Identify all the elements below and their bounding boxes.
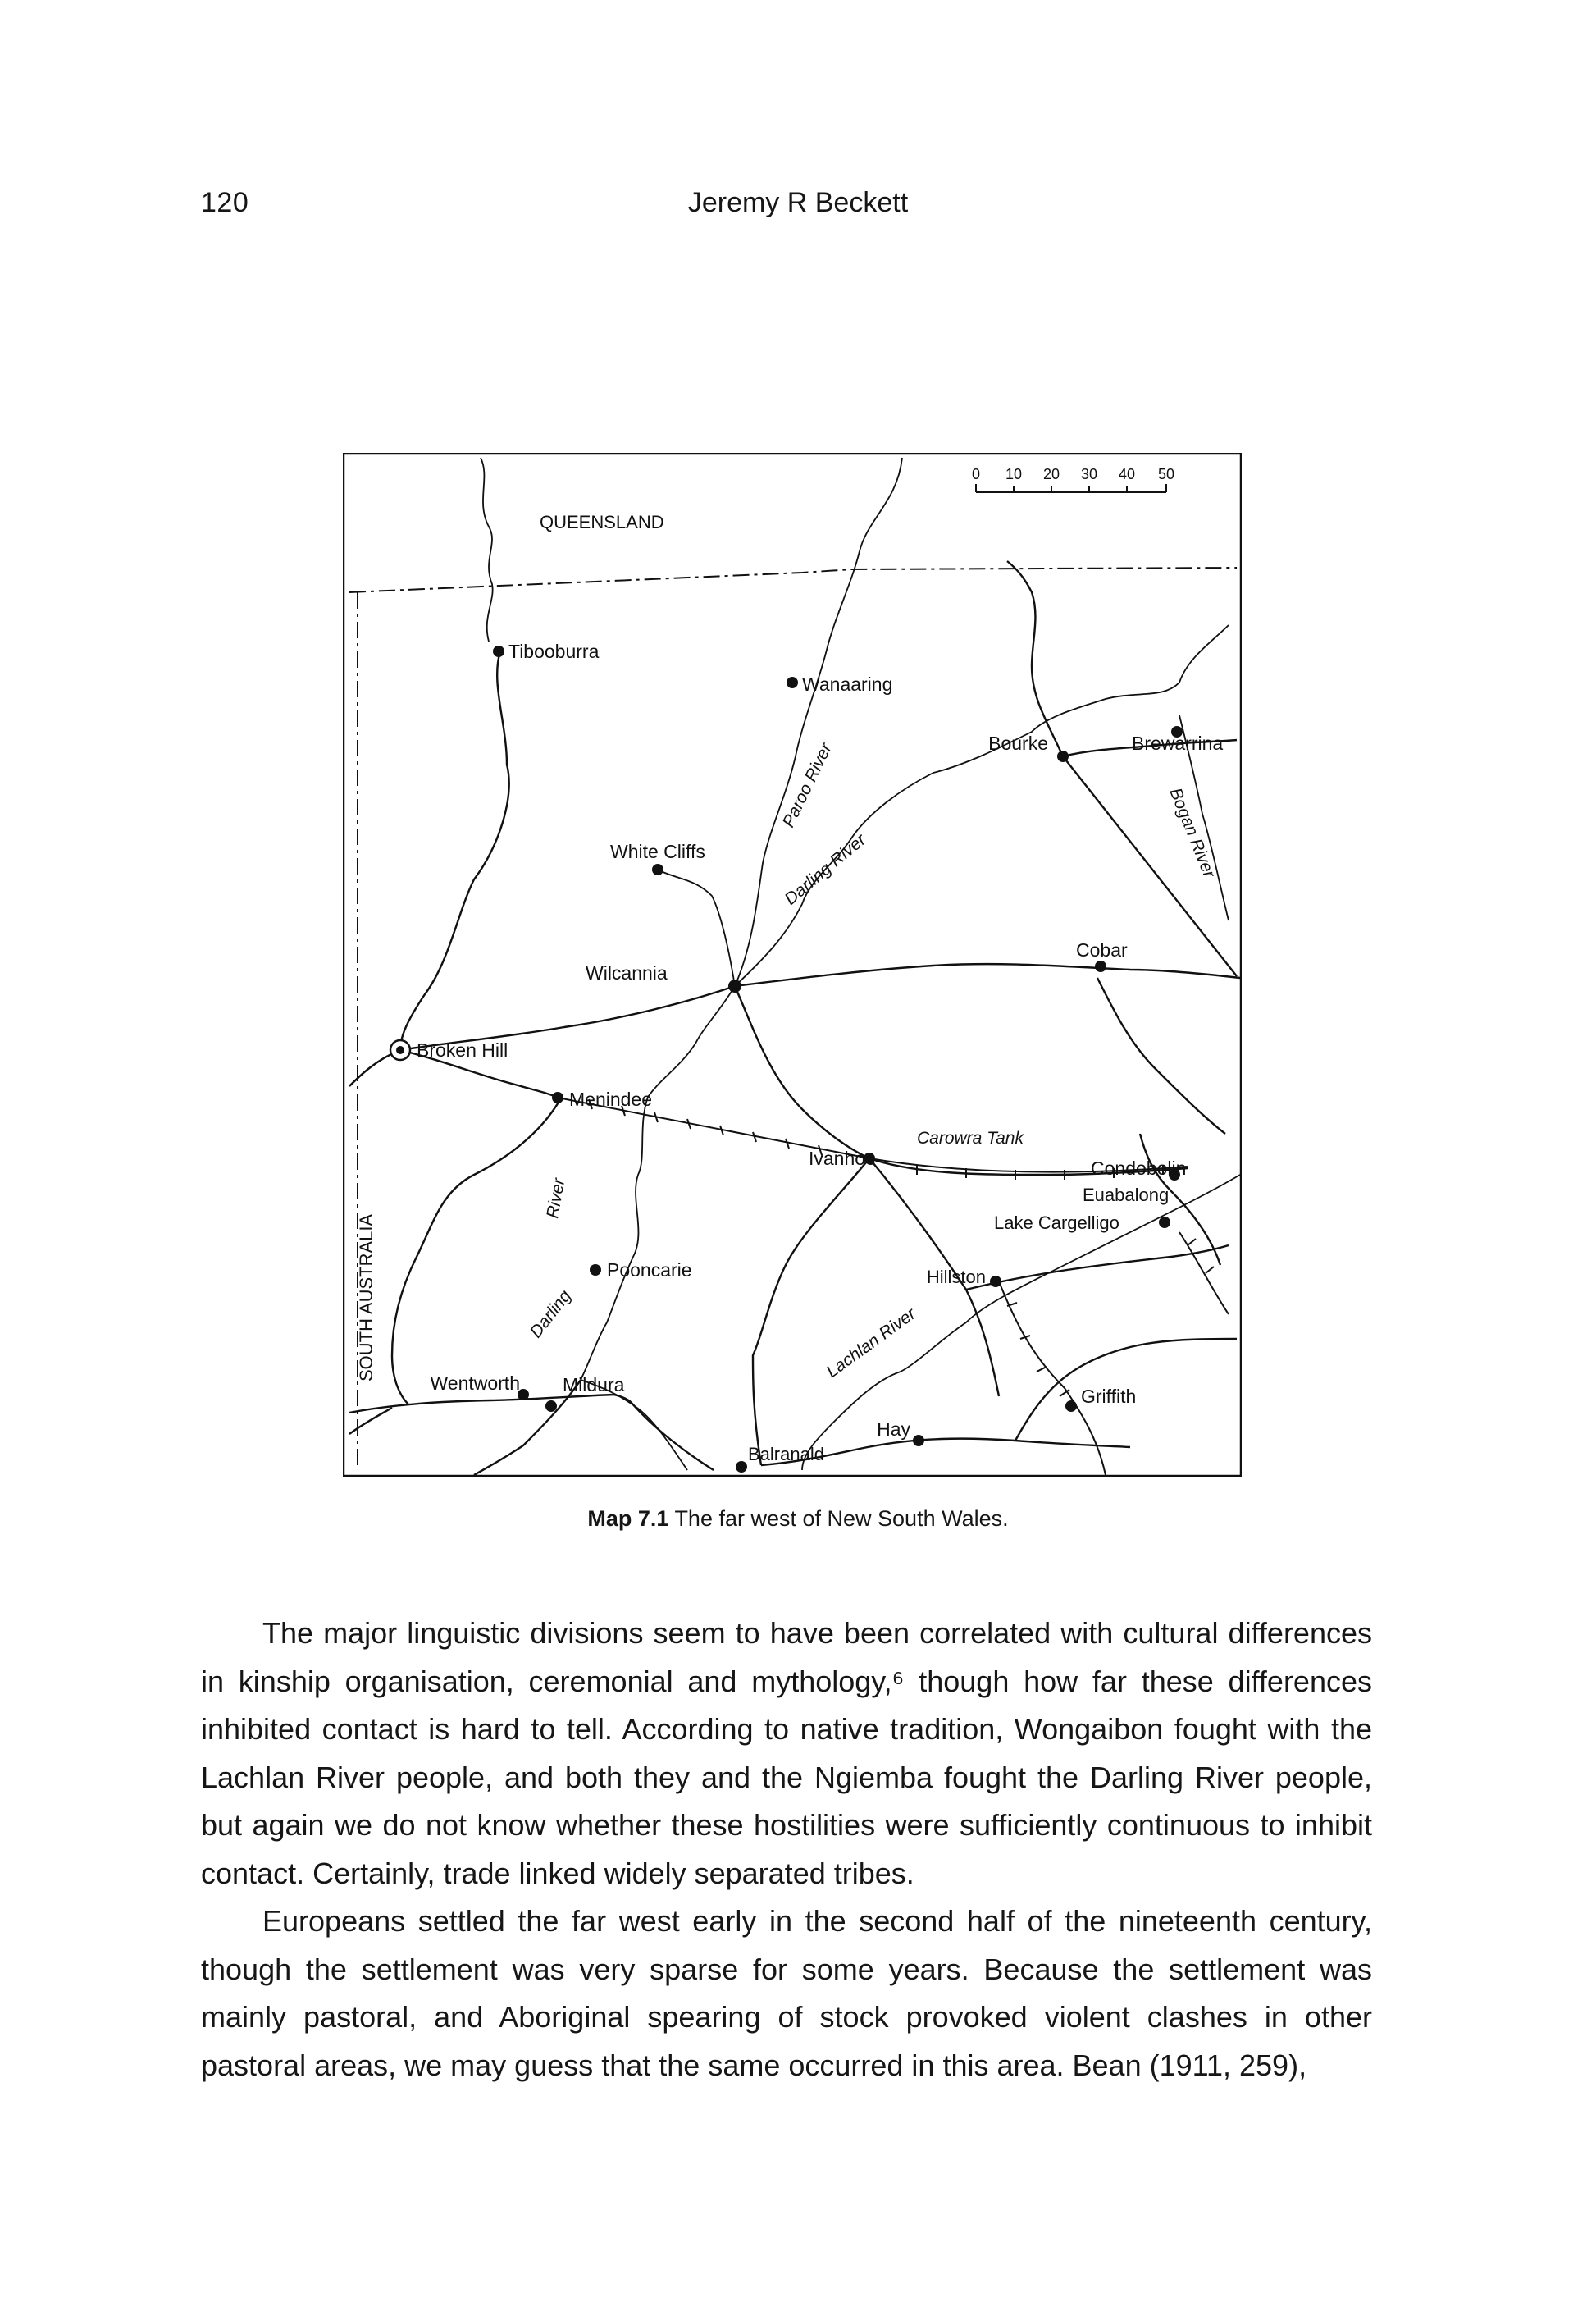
road-bourke-north: [1007, 561, 1063, 756]
pooncarie-dot: [590, 1264, 601, 1276]
label-pooncarie: Pooncarie: [607, 1259, 692, 1281]
page-number: 120: [201, 187, 249, 218]
white-cliffs-dot: [652, 864, 663, 875]
label-mildura: Mildura: [563, 1374, 625, 1395]
settlements: [390, 646, 1183, 1473]
tibooburra-dot: [493, 646, 504, 657]
label-cobar: Cobar: [1076, 939, 1128, 961]
label-tibooburra: Tibooburra: [508, 641, 600, 662]
running-head: Jeremy R Beckett: [687, 187, 909, 218]
map-labels: [356, 512, 1223, 1464]
label-paroo-river: Paroo River: [778, 740, 837, 831]
label-griffith: Griffith: [1081, 1386, 1137, 1407]
queensland-border: [349, 568, 1237, 592]
label-darling-lower-name: Darling: [526, 1286, 575, 1342]
label-lachlan-river: Lachlan River: [823, 1304, 919, 1382]
label-broken-hill: Broken Hill: [417, 1039, 508, 1061]
broken-hill-dot: [396, 1046, 404, 1054]
rail-lake-cargelligo: [1179, 1232, 1229, 1314]
body-text: [201, 1610, 1372, 2089]
label-hillston: Hillston: [926, 1267, 986, 1287]
paragraph-1: The major linguistic divisions seem to have been correlated with cultural differences in kinship organisation, ceremonial and mythology,⁶ though how far these differences inhibited contact is hard to tell. According to native tradition, Wongaibon fought with the Lachlan River people, and both they and the Ngiemba fought the Darling River people, but again we do not know whether these hostilities were sufficiently continuous to inhibit contact. Certainly, trade linked widely separated tribes.: [201, 1616, 1372, 1890]
bourke-dot: [1057, 751, 1069, 762]
label-south-australia: SOUTH AUSTRALIA: [356, 1213, 376, 1381]
map-frame: [344, 454, 1241, 1476]
balranald-dot: [736, 1461, 747, 1473]
mildura-dot: [545, 1400, 557, 1412]
hillston-dot: [990, 1276, 1001, 1287]
scale-bar: [972, 466, 1174, 492]
label-bogan-river: Bogan River: [1165, 785, 1219, 881]
wanaaring-dot: [787, 677, 798, 688]
scale-tick-40: 40: [1118, 466, 1136, 482]
road-ivanhoe-balranald: [753, 1158, 869, 1465]
label-balranald: Balranald: [748, 1444, 824, 1464]
white-cliffs-creek: [661, 871, 735, 986]
label-menindee: Menindee: [569, 1089, 653, 1110]
label-lake-cargelligo: Lake Cargelligo: [994, 1213, 1119, 1233]
griffith-dot: [1065, 1400, 1077, 1412]
darling-river-lower-line: [581, 986, 735, 1380]
road-sturt-highway: [349, 1395, 632, 1413]
river-queensland-creek: [481, 458, 493, 642]
label-carowra-tank: Carowra Tank: [917, 1129, 1024, 1148]
paroo-river-line: [735, 458, 902, 986]
map-figure: [343, 453, 1242, 1478]
label-brewarrina: Brewarrina: [1132, 733, 1224, 754]
wilcannia-dot: [728, 980, 741, 993]
label-ivanhoe: Ivanhoe: [809, 1148, 876, 1169]
lake-cargelligo-dot: [1159, 1217, 1170, 1228]
label-darling-river-upper: Darling River: [781, 830, 870, 909]
caption-label: Map 7.1: [587, 1506, 669, 1531]
road-tibooburra-broken-hill: [400, 651, 509, 1050]
scale-tick-20: 20: [1042, 466, 1060, 482]
paragraph-2: Europeans settled the far west early in the second half of the nineteenth century, though the settlement was very sparse for some years. Because the settlement was mainly pastoral, and Aboriginal spearing of stock provoked violent clashes in other pastoral areas, we may guess that the same occurred in this area. Bean (1911, 259),: [201, 1904, 1372, 2082]
menindee-dot: [552, 1092, 563, 1103]
scale-tick-0: 0: [971, 466, 981, 482]
road-hillston-lake-cargelligo: [966, 1245, 1229, 1290]
road-cobar-condobolin: [1097, 978, 1225, 1134]
label-wentworth: Wentworth: [430, 1372, 520, 1394]
hay-dot: [913, 1435, 924, 1446]
road-wilcannia-cobar: [735, 964, 1240, 986]
label-condobolin: Condobolin: [1091, 1158, 1187, 1179]
caption-text: The far west of New South Wales.: [674, 1506, 1009, 1531]
label-darling-lower-river: River: [543, 1176, 569, 1220]
scale-tick-50: 50: [1157, 466, 1175, 482]
label-hay: Hay: [877, 1418, 910, 1440]
scale-tick-30: 30: [1080, 466, 1098, 482]
map-svg: [343, 453, 1242, 1478]
cobar-dot: [1095, 961, 1106, 972]
road-wilcannia-ivanhoe: [735, 986, 869, 1158]
label-wanaaring: Wanaaring: [802, 674, 893, 695]
road-menindee-southwest: [392, 1101, 559, 1404]
label-wilcannia: Wilcannia: [586, 962, 668, 984]
label-bourke: Bourke: [988, 733, 1048, 754]
label-white-cliffs: White Cliffs: [610, 841, 705, 862]
label-queensland: QUEENSLAND: [540, 512, 664, 532]
rail-ticks: [589, 1099, 1214, 1396]
label-euabalong: Euabalong: [1083, 1185, 1170, 1205]
map-caption: [0, 1506, 1596, 1532]
scale-tick-10: 10: [1005, 466, 1023, 482]
